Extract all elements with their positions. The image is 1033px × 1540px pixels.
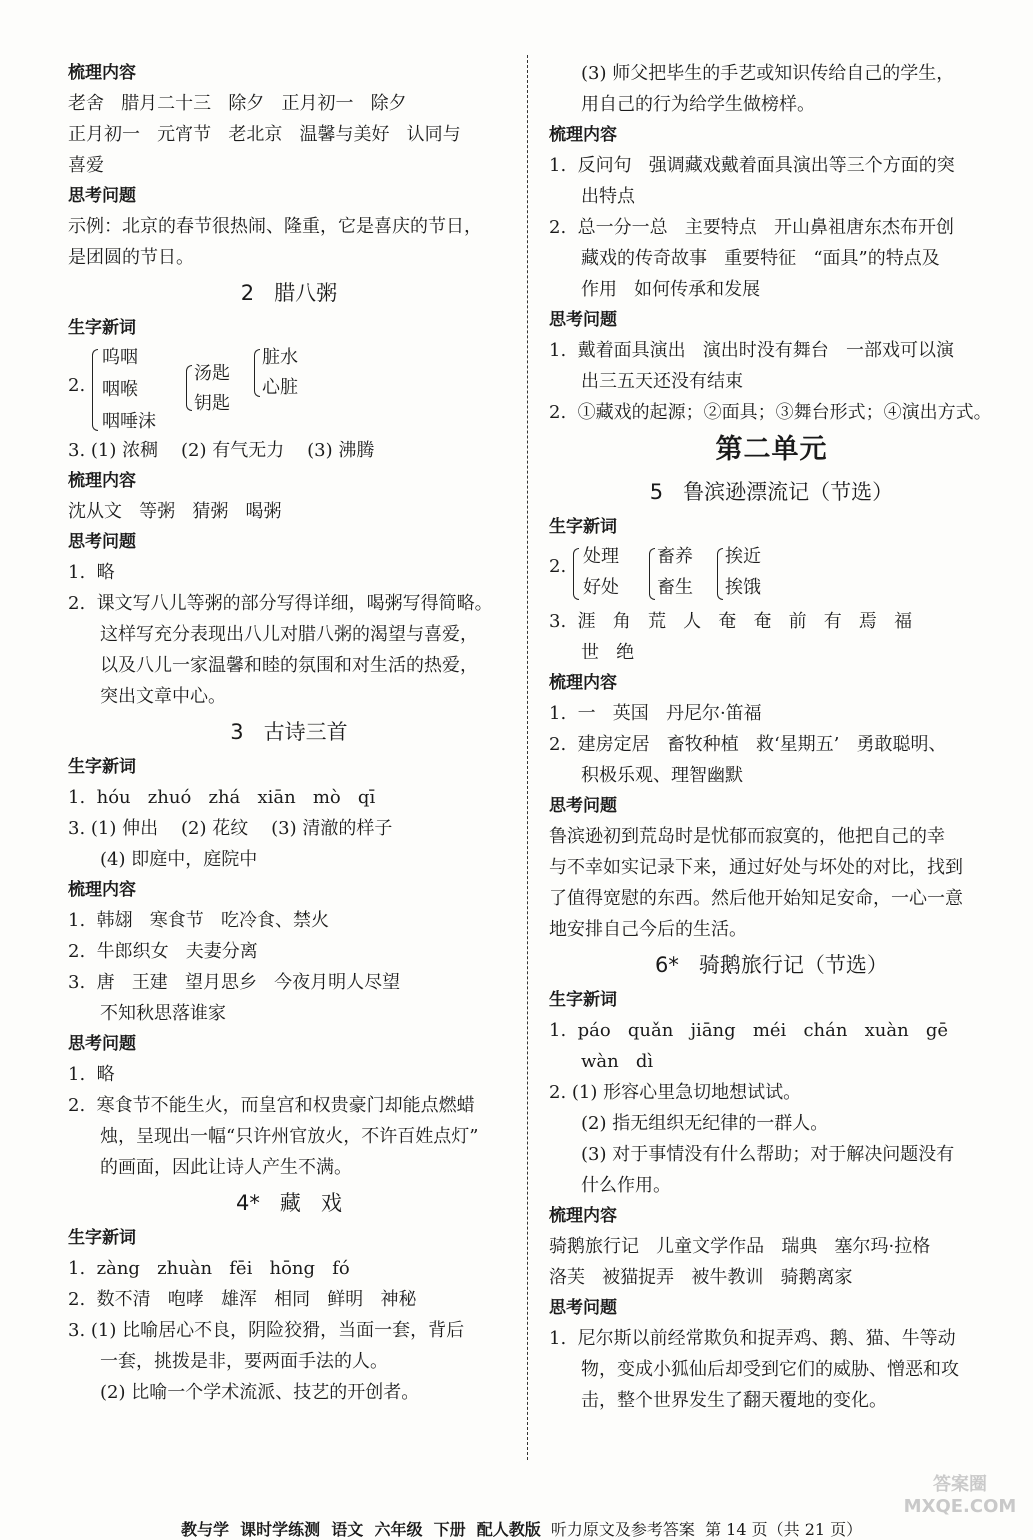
watermark-logo: 答案圈 MXQE.COM	[903, 1474, 1017, 1517]
heading-words: 生字新词	[68, 757, 136, 777]
text-line: 喜爱	[68, 155, 104, 176]
text-line: 以及八儿一家温馨和睦的氛围和对生活的热爱，	[100, 655, 478, 676]
text-line: 2. 总一分一总 主要特点 开山鼻祖唐东杰布开创	[549, 217, 954, 238]
text-line: 2. 寒食节不能生火，而皇宫和权贵豪门却能点燃蜡	[68, 1095, 475, 1116]
text-line: 示例：北京的春节很热闹、隆重，它是喜庆的节日，	[68, 216, 482, 237]
text-line: 1. hóu zhuó zhá xiān mò qī	[68, 787, 376, 808]
text-line: 1. 一 英国 丹尼尔·笛福	[549, 703, 762, 724]
text-line: 物，变成小狐仙后却受到它们的威胁、憎恶和攻	[581, 1359, 959, 1380]
heading-think: 思考问题	[549, 796, 617, 816]
text-line: 出三五天还没有结束	[581, 371, 743, 392]
heading-review: 梳理内容	[68, 880, 136, 900]
heading-review: 梳理内容	[549, 1206, 617, 1226]
text-line: 1. 尼尔斯以前经常欺负和捉弄鸡、鹅、猫、牛等动	[549, 1328, 956, 1349]
text-line: 与不幸如实记录下来，通过好处与坏处的对比，找到	[549, 857, 963, 878]
text-line: 地安排自己今后的生活。	[549, 919, 747, 940]
heading-think: 思考问题	[68, 1034, 136, 1054]
heading-words: 生字新词	[68, 318, 136, 338]
text-line: 一套，挑拨是非，要两面手法的人。	[100, 1351, 388, 1372]
heading-think: 思考问题	[549, 310, 617, 330]
word-group: 2. 处理 好处 畜养 畜生 挨近 挨饿	[549, 546, 761, 598]
text-line: (2) 比喻一个学术流派、技艺的开创者。	[100, 1382, 420, 1403]
text-line: 什么作用。	[581, 1175, 671, 1196]
text-line: 出特点	[581, 186, 635, 207]
unit-title: 第二单元	[715, 434, 828, 465]
text-line: 2. ①藏戏的起源；②面具；③舞台形式；④演出方式。	[549, 402, 992, 423]
heading-review: 梳理内容	[549, 673, 617, 693]
text-line: 1. 略	[68, 562, 115, 583]
footer-book-title: 教与学 课时学练测 语文 六年级 下册 配人教版	[181, 1520, 541, 1539]
right-column	[549, 58, 994, 1416]
text-line: 沈从文 等粥 猜粥 喝粥	[68, 501, 282, 522]
text-line: 1. 韩翃 寒食节 吃冷食、禁火	[68, 910, 329, 931]
text-line: 3. (1) 伸出 (2) 花纹 (3) 清澈的样子	[68, 818, 393, 839]
text-line: 老舍 腊月二十三 除夕 正月初一 除夕	[68, 93, 407, 114]
text-line: 突出文章中心。	[100, 686, 226, 707]
heading-words: 生字新词	[549, 517, 617, 537]
text-line: 1. 反问句 强调藏戏戴着面具演出等三个方面的突	[549, 155, 955, 176]
left-column	[68, 58, 510, 1408]
text-line: 了值得宽慰的东西。然后他开始知足安命，一心一意	[549, 888, 963, 909]
text-line: 不知秋思落谁家	[100, 1003, 226, 1024]
footer-page-info: 听力原文及参考答案 第 14 页（共 21 页）	[550, 1520, 863, 1539]
lesson-title: 3 古诗三首	[230, 720, 348, 744]
heading-review: 梳理内容	[549, 125, 617, 145]
lesson-title: 2 腊八粥	[240, 281, 338, 305]
text-line: 的画面，因此让诗人产生不满。	[100, 1157, 352, 1178]
text-line: 2. 数不清 咆哮 雄浑 相同 鲜明 神秘	[68, 1289, 417, 1310]
text-line: 2. 牛郎织女 夫妻分离	[68, 941, 258, 962]
text-line: 藏戏的传奇故事 重要特征 “面具”的特点及	[581, 248, 940, 269]
text-line: 2. 课文写八儿等粥的部分写得详细，喝粥写得简略。	[68, 593, 493, 614]
text-line: 1. páo quǎn jiāng méi chán xuàn gē	[549, 1020, 949, 1041]
text-line: wàn dì	[581, 1051, 654, 1072]
text-line: 作用 如何传承和发展	[581, 279, 761, 300]
text-line: 用自己的行为给学生做榜样。	[581, 94, 815, 115]
text-line: 2. (1) 形容心里急切地想试试。	[549, 1082, 802, 1103]
page-footer	[0, 1498, 1033, 1540]
text-line: 骑鹅旅行记 儿童文学作品 瑞典 塞尔玛·拉格	[549, 1236, 931, 1257]
word-group: 2. 呜咽 咽喉 咽唾沫 汤匙 钥匙 脏水 心脏	[68, 347, 298, 432]
text-line: 正月初一 元宵节 老北京 温馨与美好 认同与	[68, 124, 461, 145]
text-line: 3. 涯 角 荒 人 奄 奄 前 有 焉 福	[549, 611, 913, 632]
heading-words: 生字新词	[549, 990, 617, 1010]
text-line: 1. zàng zhuàn fēi hōng fó	[68, 1258, 350, 1279]
text-line: (3) 对于事情没有什么帮助；对于解决问题没有	[581, 1144, 955, 1165]
text-line: 1. 戴着面具演出 演出时没有舞台 一部戏可以演	[549, 340, 954, 361]
text-line: 这样写充分表现出八儿对腊八粥的渴望与喜爱，	[100, 624, 478, 645]
lesson-title: 6* 骑鹅旅行记（节选）	[655, 953, 888, 977]
heading-think: 思考问题	[549, 1298, 617, 1318]
text-line: 积极乐观、理智幽默	[581, 765, 743, 786]
text-line: 鲁滨逊初到荒岛时是忧郁而寂寞的，他把自己的幸	[549, 826, 945, 847]
text-line: 3. (1) 比喻居心不良，阴险狡猾，当面一套，背后	[68, 1320, 465, 1341]
text-line: 3. (1) 浓稠 (2) 有气无力 (3) 沸腾	[68, 440, 375, 461]
text-line: (2) 指无组织无纪律的一群人。	[581, 1113, 829, 1134]
text-line: 2. 建房定居 畜牧种植 救‘星期五’ 勇敢聪明、	[549, 734, 947, 755]
column-divider	[527, 55, 528, 1460]
text-line: 1. 略	[68, 1064, 115, 1085]
text-line: 击，整个世界发生了翻天覆地的变化。	[581, 1390, 887, 1411]
text-line: (3) 师父把毕生的手艺或知识传给自己的学生，	[581, 63, 955, 84]
text-line: 3. 唐 王建 望月思乡 今夜月明人尽望	[68, 972, 401, 993]
heading-think: 思考问题	[68, 532, 136, 552]
text-line: (4) 即庭中，庭院中	[100, 849, 258, 870]
text-line: 是团圆的节日。	[68, 247, 194, 268]
text-line: 洛芙 被猫捉弄 被牛教训 骑鹅离家	[549, 1267, 853, 1288]
heading-review: 梳理内容	[68, 63, 136, 83]
lesson-title: 5 鲁滨逊漂流记（节选）	[649, 480, 894, 504]
heading-think: 思考问题	[68, 186, 136, 206]
text-line: 世 绝	[581, 642, 635, 663]
heading-review: 梳理内容	[68, 471, 136, 491]
text-line: 烛，呈现出一幅“只许州官放火，不许百姓点灯”	[100, 1126, 479, 1147]
lesson-title: 4* 藏 戏	[236, 1191, 342, 1215]
heading-words: 生字新词	[68, 1228, 136, 1248]
